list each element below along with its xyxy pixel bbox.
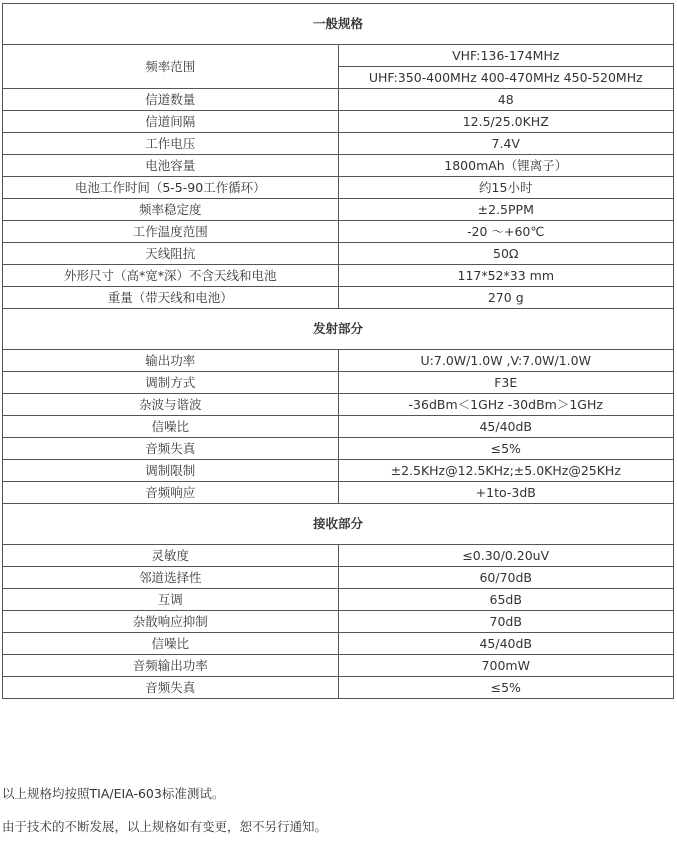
table-row	[3, 45, 674, 67]
spec-value: 7.4V	[338, 133, 674, 155]
footnote-disclaimer: 由于技术的不断发展，以上规格如有变更，恕不另行通知。	[2, 819, 328, 834]
table-row	[3, 438, 674, 460]
spec-label: 灵敏度	[3, 545, 339, 567]
spec-label: 信道间隔	[3, 111, 339, 133]
spec-label: 音频输出功率	[3, 655, 339, 677]
spec-label: 杂散响应抑制	[3, 611, 339, 633]
freq-range-label: 频率范围	[3, 45, 339, 89]
table-row	[3, 416, 674, 438]
spec-label: 工作电压	[3, 133, 339, 155]
freq-range-uhf: UHF:350-400MHz 400-470MHz 450-520MHz	[338, 67, 674, 89]
table-row	[3, 589, 674, 611]
section-title-receive: 接收部分	[3, 504, 674, 545]
spec-label: 邻道选择性	[3, 567, 339, 589]
spec-label: 互调	[3, 589, 339, 611]
spec-value: ±2.5PPM	[338, 199, 674, 221]
table-row	[3, 633, 674, 655]
table-row	[3, 567, 674, 589]
spec-value: 48	[338, 89, 674, 111]
section-header-row	[3, 4, 674, 45]
spec-value: -36dBm＜1GHz -30dBm＞1GHz	[338, 394, 674, 416]
table-row	[3, 677, 674, 699]
table-row	[3, 155, 674, 177]
spec-value: 12.5/25.0KHZ	[338, 111, 674, 133]
section-title-general: 一般规格	[3, 4, 674, 45]
footnotes	[2, 785, 327, 836]
table-row	[3, 545, 674, 567]
spec-label: 外形尺寸（高*宽*深）不含天线和电池	[3, 265, 339, 287]
spec-value: -20 ～+60℃	[338, 221, 674, 243]
spec-value: 70dB	[338, 611, 674, 633]
spec-label: 音频响应	[3, 482, 339, 504]
spec-label: 输出功率	[3, 350, 339, 372]
spec-value: 65dB	[338, 589, 674, 611]
spec-label: 信噪比	[3, 633, 339, 655]
spec-value: ≤5%	[338, 677, 674, 699]
table-row	[3, 372, 674, 394]
table-row	[3, 177, 674, 199]
spec-label: 重量（带天线和电池）	[3, 287, 339, 309]
spec-label: 电池工作时间（5-5-90工作循环）	[3, 177, 339, 199]
spec-value: ±2.5KHz@12.5KHz;±5.0KHz@25KHz	[338, 460, 674, 482]
spec-value: ≤5%	[338, 438, 674, 460]
spec-value: 45/40dB	[338, 416, 674, 438]
spec-label: 天线阻抗	[3, 243, 339, 265]
spec-label: 工作温度范围	[3, 221, 339, 243]
freq-range-vhf: VHF:136-174MHz	[338, 45, 674, 67]
table-row	[3, 350, 674, 372]
table-row	[3, 243, 674, 265]
spec-value: 117*52*33 mm	[338, 265, 674, 287]
spec-table	[2, 3, 674, 699]
table-row	[3, 199, 674, 221]
spec-value: 约15小时	[338, 177, 674, 199]
table-row	[3, 265, 674, 287]
spec-label: 音频失真	[3, 677, 339, 699]
spec-label: 信噪比	[3, 416, 339, 438]
section-title-transmit: 发射部分	[3, 309, 674, 350]
section-header-row	[3, 309, 674, 350]
table-row	[3, 287, 674, 309]
spec-value: +1to-3dB	[338, 482, 674, 504]
table-row	[3, 133, 674, 155]
spec-label: 频率稳定度	[3, 199, 339, 221]
table-row	[3, 394, 674, 416]
spec-label: 电池容量	[3, 155, 339, 177]
spec-label: 调制方式	[3, 372, 339, 394]
spec-value: 50Ω	[338, 243, 674, 265]
table-row	[3, 111, 674, 133]
section-header-row	[3, 504, 674, 545]
table-row	[3, 655, 674, 677]
table-row	[3, 221, 674, 243]
spec-value: 45/40dB	[338, 633, 674, 655]
table-row	[3, 482, 674, 504]
spec-value: U:7.0W/1.0W ,V:7.0W/1.0W	[338, 350, 674, 372]
table-row	[3, 460, 674, 482]
footnote-standard: 以上规格均按照TIA/EIA-603标准测试。	[2, 786, 225, 801]
spec-label: 信道数量	[3, 89, 339, 111]
spec-value: ≤0.30/0.20uV	[338, 545, 674, 567]
table-row	[3, 611, 674, 633]
spec-value: 1800mAh（锂离子）	[338, 155, 674, 177]
spec-label: 调制限制	[3, 460, 339, 482]
spec-value: 700mW	[338, 655, 674, 677]
spec-value: 60/70dB	[338, 567, 674, 589]
spec-label: 音频失真	[3, 438, 339, 460]
spec-label: 杂波与谐波	[3, 394, 339, 416]
table-row	[3, 89, 674, 111]
spec-value: 270 g	[338, 287, 674, 309]
spec-value: F3E	[338, 372, 674, 394]
